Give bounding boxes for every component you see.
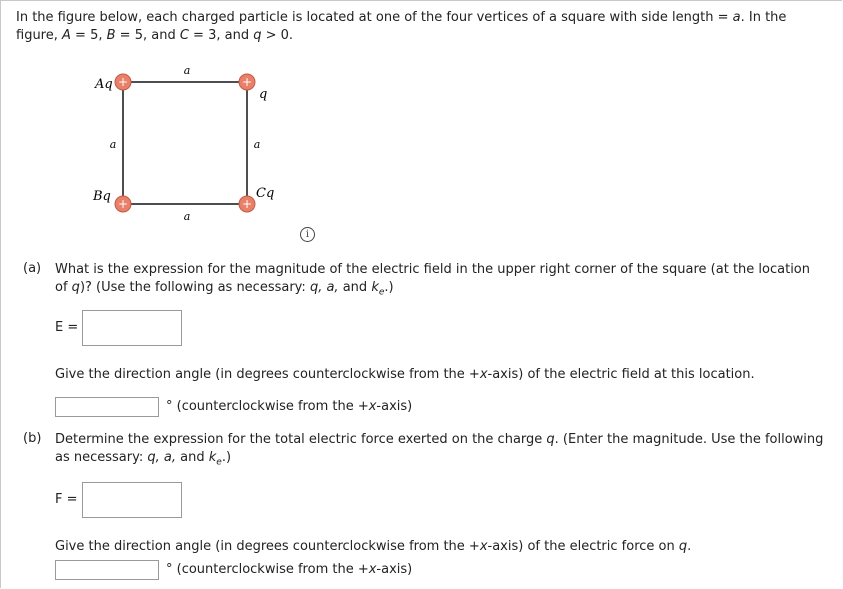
suffix-text: -axis) xyxy=(376,399,413,414)
intro-var-q: q xyxy=(253,28,262,43)
question-text: . (Enter the magnitude. Use the following xyxy=(554,432,824,447)
problem-intro xyxy=(16,9,816,45)
question-text: .) xyxy=(384,280,394,295)
intro-text: = 3, and xyxy=(188,28,254,43)
side-label-left: a xyxy=(109,138,117,151)
prompt-text: Give the direction angle (in degrees counterclockwise from the + xyxy=(55,539,480,554)
var-k: k xyxy=(371,280,379,295)
charge-sign: + xyxy=(241,75,253,89)
suffix-text: ° (counterclockwise from the + xyxy=(166,562,369,577)
info-icon[interactable]: i xyxy=(300,227,315,242)
label-top-right: q xyxy=(259,87,268,102)
charge-sign: + xyxy=(117,75,129,89)
question-text: Determine the expression for the total electric force exerted on the charge xyxy=(55,432,547,447)
intro-text: . In the xyxy=(740,10,787,25)
var-k: k xyxy=(208,450,217,465)
intro-var-a: a xyxy=(732,10,741,25)
electric-field-input[interactable] xyxy=(82,310,182,346)
intro-text: = 5, xyxy=(70,28,107,43)
charge-sign: + xyxy=(241,197,253,211)
vars: q, a, xyxy=(309,280,339,295)
force-angle-suffix xyxy=(166,562,412,577)
charge-sign: + xyxy=(117,197,129,211)
part-b-direction-prompt xyxy=(55,538,835,556)
charge-bottom-left xyxy=(115,196,131,212)
label-bottom-left: Bq xyxy=(93,189,111,204)
electric-force-input[interactable] xyxy=(82,482,182,518)
intro-text: = 5, and xyxy=(115,28,180,43)
prompt-text: -axis) of the electric field at this location. xyxy=(487,367,755,382)
answer-label-e: E = xyxy=(55,320,79,335)
question-text: What is the expression for the magnitude of the electric field in the upper right corner of the square (at the location xyxy=(55,262,810,277)
var-x: x xyxy=(368,562,377,577)
side-label-right: a xyxy=(253,138,261,151)
var-q: q xyxy=(678,539,688,554)
suffix-text: ° (counterclockwise from the + xyxy=(166,399,369,414)
intro-var-B: B xyxy=(106,28,116,43)
part-a-direction-prompt xyxy=(55,366,835,384)
prompt-text: Give the direction angle (in degrees counterclockwise from the + xyxy=(55,367,480,382)
var-x: x xyxy=(368,399,377,414)
answer-label-f: F = xyxy=(55,492,78,507)
intro-text: In the figure below, each charged particle is located at one of the four vertices of a square with side length = xyxy=(16,10,733,25)
var-q: q xyxy=(71,280,80,295)
field-angle-suffix xyxy=(166,399,412,414)
square-outline xyxy=(123,82,247,204)
var-k-subscript: e xyxy=(216,457,222,468)
part-b-label: (b) xyxy=(23,431,42,446)
question-text: and xyxy=(176,450,209,465)
intro-var-A: A xyxy=(62,28,71,43)
label-top-left: Aq xyxy=(95,77,113,92)
field-angle-input[interactable] xyxy=(55,397,159,417)
vars: q, a, xyxy=(147,450,176,465)
var-q: q xyxy=(546,432,555,447)
suffix-text: -axis) xyxy=(376,562,413,577)
part-a-label: (a) xyxy=(23,261,42,276)
prompt-text: -axis) of the electric force on xyxy=(487,539,679,554)
var-k-subscript: e xyxy=(378,287,385,298)
question-text: and xyxy=(338,280,372,295)
part-a-question xyxy=(55,261,835,302)
side-label-bottom: a xyxy=(183,210,191,220)
question-text: .) xyxy=(221,450,232,465)
intro-text: > 0. xyxy=(261,28,294,43)
charge-bottom-right xyxy=(239,196,255,212)
label-bottom-right: Cq xyxy=(256,186,275,201)
prompt-text: . xyxy=(687,539,692,554)
var-x: x xyxy=(479,539,488,554)
question-text: of xyxy=(55,280,72,295)
var-x: x xyxy=(479,367,488,382)
intro-var-C: C xyxy=(179,28,189,43)
side-label-top: a xyxy=(183,64,191,77)
charge-square-figure xyxy=(80,60,310,220)
charge-top-left xyxy=(115,74,131,90)
intro-text: figure, xyxy=(16,28,63,43)
charge-top-right xyxy=(239,74,255,90)
part-b-question xyxy=(55,431,835,472)
force-angle-input[interactable] xyxy=(55,560,159,580)
question-text: as necessary: xyxy=(55,450,148,465)
question-text: )? (Use the following as necessary: xyxy=(79,280,310,295)
